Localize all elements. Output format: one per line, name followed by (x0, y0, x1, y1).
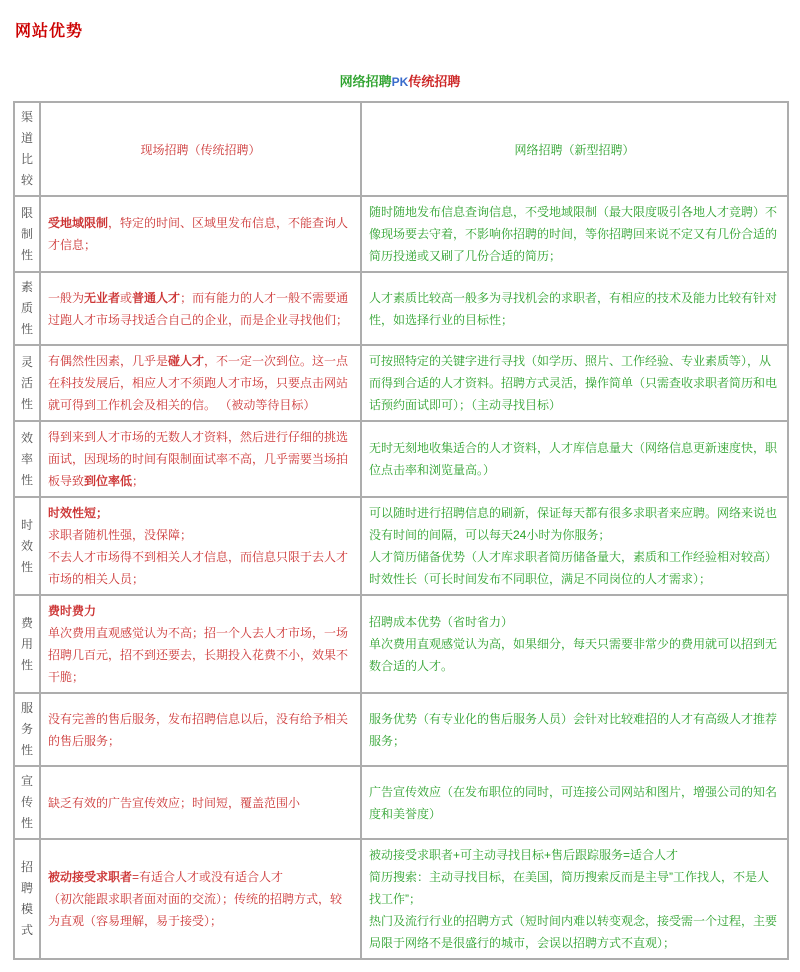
text-segment: （初次能跟求职者面对面的交流）；传统的招聘方式，较为直观（容易理解，易于接受）； (48, 892, 343, 928)
text-segment: 一般为 (48, 290, 85, 305)
header-online-label: 网络招聘（新型招聘） (361, 102, 788, 196)
text-segment: ，不一定一次到位。这一点在科技发展后，相应人才不须跑人才市场，只要点击网站就可得到工作机会及相关的信。 （被动等待目标） (48, 354, 349, 412)
cell-paragraph (369, 201, 780, 267)
online-cell (361, 595, 788, 693)
text-segment: 热门及流行行业的招聘方式（短时间内难以转变观念，接受需一个过程，主要局限于网络不是很盛行的城市，会误以招聘方式不直观）； (369, 914, 778, 950)
cell-paragraph (369, 437, 780, 481)
online-cell (361, 196, 788, 272)
cell-paragraph (48, 350, 353, 416)
header-traditional-label: 现场招聘（传统招聘） (40, 102, 361, 196)
row-label: 宣传性 (14, 766, 40, 839)
cell-paragraph (369, 350, 780, 416)
subtitle (13, 71, 787, 90)
text-segment: 求职者随机性强，没保障； (48, 528, 193, 542)
text-segment: 被动接受求职者 (48, 870, 133, 884)
online-cell (361, 272, 788, 345)
table-row (14, 595, 788, 693)
text-segment: 被动接受求职者+可主动寻找目标+售后跟踪服务=适合人才 (369, 848, 679, 862)
cell-paragraph (369, 781, 780, 825)
text-segment: =有适合人才或没有适合人才 (132, 870, 284, 884)
traditional-cell (40, 345, 361, 421)
traditional-cell (40, 421, 361, 497)
text-segment: 无时无刻地收集适合的人才资料，人才库信息量大（网络信息更新速度快，职位点击率和浏览量高。） (369, 441, 778, 477)
text-segment: 普通人才 (132, 290, 181, 305)
text-segment: 碰人才 (168, 354, 205, 368)
text-segment: 到位率低 (84, 474, 133, 488)
row-label: 限制性 (14, 196, 40, 272)
row-label: 服务性 (14, 693, 40, 766)
text-segment: 得到来到人才市场的无数人才资料，然后进行仔细的挑选面试，因现场的时间有限制面试率不高，几乎需要当场拍板导致 (48, 430, 349, 488)
page-title: 网站优势 (15, 23, 84, 40)
text-segment: 可以随时进行招聘信息的刷新，保证每天都有很多求职者来应聘。网络来说也没有时间的间隔，可以每天24小时为你服务； (369, 506, 778, 542)
text-segment: 无业者 (84, 290, 121, 305)
online-cell (361, 693, 788, 766)
text-segment: 服务优势（有专业化的售后服务人员）会针对比较难招的人才有高级人才推荐服务； (369, 711, 778, 748)
text-segment: 单次费用直观感觉认为不高；招一个人去人才市场，一场招聘几百元，招不到还要去，长期投入花费不小，效果不干脆； (48, 626, 349, 684)
online-cell (361, 421, 788, 497)
table-row (14, 839, 788, 959)
text-segment: 费时费力 (48, 604, 97, 618)
online-cell (361, 839, 788, 959)
text-segment: 简历搜索：主动寻找目标，在美国，简历搜索反而是主导”工作找人，不是人找工作”； (369, 870, 769, 906)
traditional-cell (40, 693, 361, 766)
traditional-cell (40, 839, 361, 959)
text-segment: 可按照特定的关键字进行寻找（如学历、照片、工作经验、专业素质等），从而得到合适的人才资料。招聘方式灵活，操作简单（只需查收求职者简历和电话预约面试即可）；（主动寻找目标） (369, 354, 778, 412)
text-segment: ；而有能力的人才一般不需要通过跑人才市场寻找适合自己的企业，而是企业寻找他们； (48, 290, 349, 327)
cell-paragraph (48, 546, 353, 590)
comparison-table (13, 101, 789, 960)
table-row (14, 272, 788, 345)
cell-paragraph (48, 600, 353, 622)
text-segment: ； (132, 474, 145, 488)
cell-paragraph (48, 212, 353, 256)
cell-paragraph (48, 708, 353, 752)
subtitle-online-part: 网络招聘 (339, 74, 392, 89)
row-label: 效率性 (14, 421, 40, 497)
text-segment: 有偶然性因素，几乎是 (48, 354, 169, 368)
cell-paragraph (369, 611, 780, 633)
text-segment: ，特定的时间、区域里发布信息，不能查询人才信息； (48, 216, 349, 252)
traditional-cell (40, 196, 361, 272)
cell-paragraph (369, 708, 780, 752)
row-label: 招聘模式 (14, 839, 40, 959)
cell-paragraph (369, 502, 780, 546)
row-label: 时效性 (14, 497, 40, 595)
traditional-cell (40, 766, 361, 839)
text-segment: 广告宣传效应（在发布职位的同时，可连接公司网站和图片，增强公司的知名度和美誉度） (369, 784, 778, 821)
online-cell (361, 497, 788, 595)
table-row (14, 766, 788, 839)
text-segment: 随时随地发布信息查询信息，不受地域限制（最大限度吸引各地人才竞聘）不像现场要去守着，不影响你招聘的时间，等你招聘回来说不定又有几份合适的简历投递或又刷了几份合适的简历； (369, 205, 778, 263)
cell-paragraph (48, 888, 353, 932)
cell-paragraph (48, 426, 353, 492)
subtitle-vs-part: PK (391, 75, 409, 89)
online-cell (361, 766, 788, 839)
cell-paragraph (369, 866, 780, 910)
cell-paragraph (48, 866, 353, 888)
table-row (14, 345, 788, 421)
text-segment: 受地域限制 (48, 216, 109, 230)
cell-paragraph (48, 524, 353, 546)
table-row (14, 196, 788, 272)
cell-paragraph (369, 844, 780, 866)
text-segment: 或 (120, 290, 133, 305)
text-segment: 缺乏有效的广告宣传效应；时间短，覆盖范围小 (48, 795, 301, 810)
table-header-row (14, 102, 788, 196)
traditional-cell (40, 497, 361, 595)
header-channel-label: 渠道比较 (14, 102, 40, 196)
table-row (14, 421, 788, 497)
text-segment: 单次费用直观感觉认为高，如果细分，每天只需要非常少的费用就可以招到无数合适的人才。 (369, 637, 778, 673)
online-cell (361, 345, 788, 421)
row-label: 灵活性 (14, 345, 40, 421)
table-row (14, 497, 788, 595)
cell-paragraph (369, 633, 780, 677)
cell-paragraph (48, 287, 353, 331)
text-segment: 人才素质比较高一般多为寻找机会的求职者，有相应的技术及能力比较有针对性，如选择行业的目标性； (369, 290, 778, 327)
cell-paragraph (369, 546, 780, 590)
traditional-cell (40, 595, 361, 693)
subtitle-traditional-part: 传统招聘 (408, 74, 461, 89)
text-segment: 招聘成本优势（省时省力） (369, 615, 514, 629)
cell-paragraph (369, 910, 780, 954)
traditional-cell (40, 272, 361, 345)
cell-paragraph (48, 502, 353, 524)
table-row (14, 693, 788, 766)
cell-paragraph (48, 792, 353, 814)
comparison-table-body (14, 102, 788, 959)
cell-paragraph (48, 622, 353, 688)
row-label: 费用性 (14, 595, 40, 693)
text-segment: 没有完善的售后服务，发布招聘信息以后，没有给予相关的售后服务； (48, 711, 349, 748)
row-label: 素质性 (14, 272, 40, 345)
text-segment: 时效性短； (48, 506, 109, 520)
text-segment: 不去人才市场得不到相关人才信息，而信息只限于去人才市场的相关人员； (48, 550, 349, 586)
cell-paragraph (369, 287, 780, 331)
text-segment: 人才简历储备优势（人才库求职者简历储备量大，素质和工作经验相对较高）时效性长（可长时间发布不同职位，满足不同岗位的人才需求）； (369, 550, 778, 586)
